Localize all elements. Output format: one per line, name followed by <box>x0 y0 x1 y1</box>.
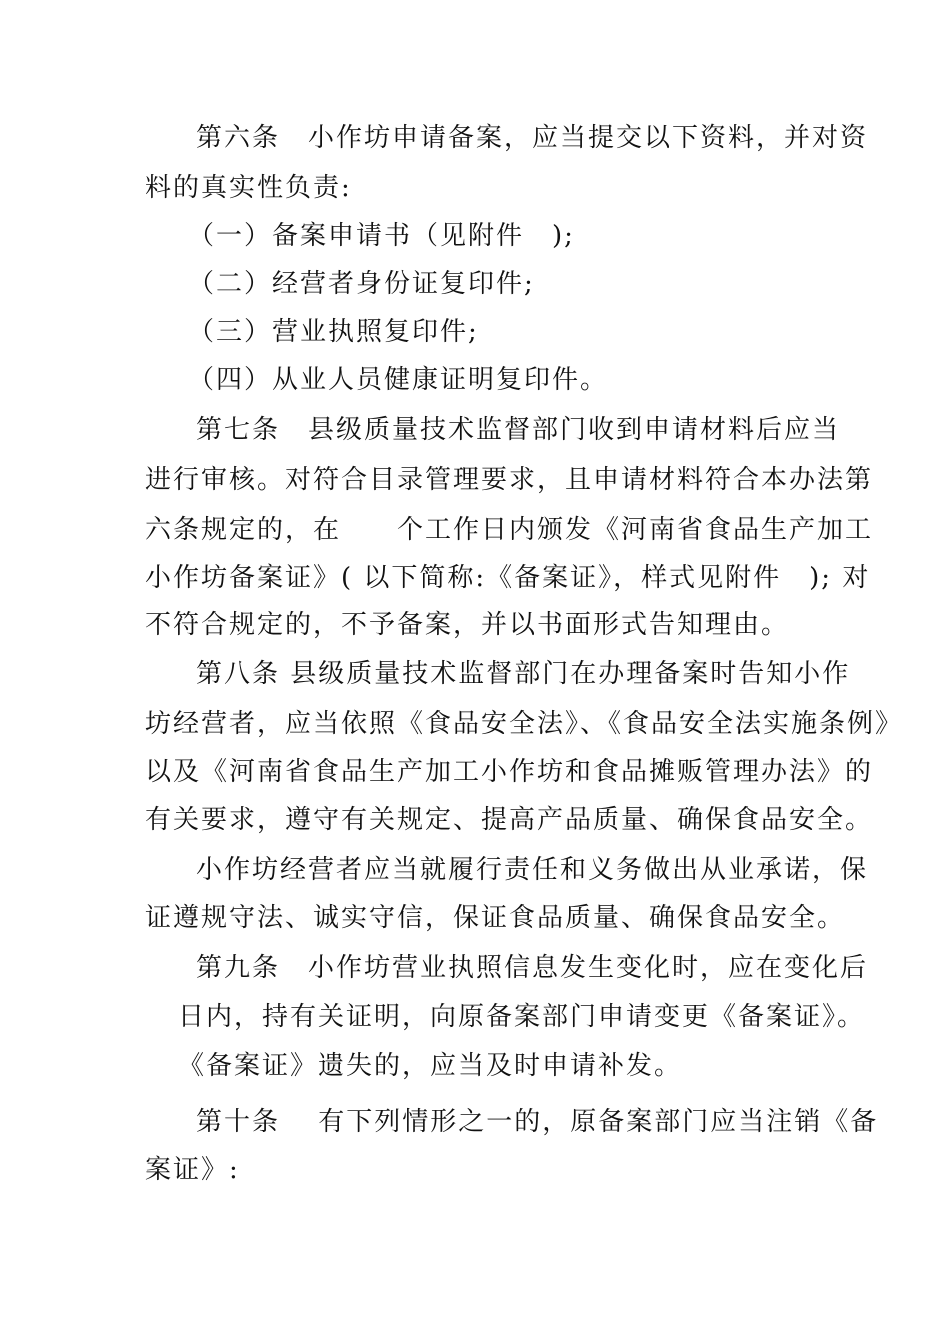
article-7-line-2: 进行审核。对符合目录管理要求，且申请材料符合本办法第 <box>145 465 874 495</box>
article-9-line-2: 日内，持有关证明，向原备案部门申请变更《备案证》。 <box>178 1002 866 1032</box>
article-10-line-2: 案证》: <box>145 1155 240 1185</box>
article-8-line-4: 有关要求，遵守有关规定、提高产品质量、确保食品安全。 <box>145 805 874 835</box>
article-8-line-3: 以及《河南省食品生产加工小作坊和食品摊贩管理办法》的 <box>145 757 874 787</box>
article-6-line-2: 料的真实性负责: <box>145 173 352 203</box>
article-10-line-1: 第十条 有下列情形之一的，原备案部门应当注销《备 <box>196 1107 879 1137</box>
article-7-line-4: 小作坊备案证》( 以下简称:《备案证》，样式见附件 ); 对 <box>145 563 871 593</box>
article-7-line-3: 六条规定的，在 个工作日内颁发《河南省食品生产加工 <box>145 515 874 545</box>
article-6-item-2: （二）经营者身份证复印件; <box>188 269 535 299</box>
article-6-item-3: （三）营业执照复印件; <box>188 317 479 347</box>
article-9-line-1: 第九条 小作坊营业执照信息发生变化时，应在变化后 <box>196 953 869 983</box>
article-6-line-1: 第六条 小作坊申请备案，应当提交以下资料，并对资 <box>196 123 869 153</box>
article-8-para-2-line-2: 证遵规守法、诚实守信，保证食品质量、确保食品安全。 <box>145 903 846 933</box>
article-8-line-1: 第八条 县级质量技术监督部门在办理备案时告知小作 <box>196 659 851 689</box>
article-8-line-2: 坊经营者，应当依照《食品安全法》、《食品安全法实施条例》 <box>145 709 904 739</box>
article-7-line-1: 第七条 县级质量技术监督部门收到申请材料后应当 <box>196 415 841 445</box>
article-8-para-2-line-1: 小作坊经营者应当就履行责任和义务做出从业承诺，保 <box>196 855 869 885</box>
article-9-line-3: 《备案证》遗失的，应当及时申请补发。 <box>178 1051 683 1081</box>
article-7-line-5: 不符合规定的，不予备案，并以书面形式告知理由。 <box>145 610 790 640</box>
article-6-item-4: （四）从业人员健康证明复印件。 <box>188 365 609 395</box>
article-6-item-1: （一）备案申请书（见附件 ); <box>188 221 575 251</box>
